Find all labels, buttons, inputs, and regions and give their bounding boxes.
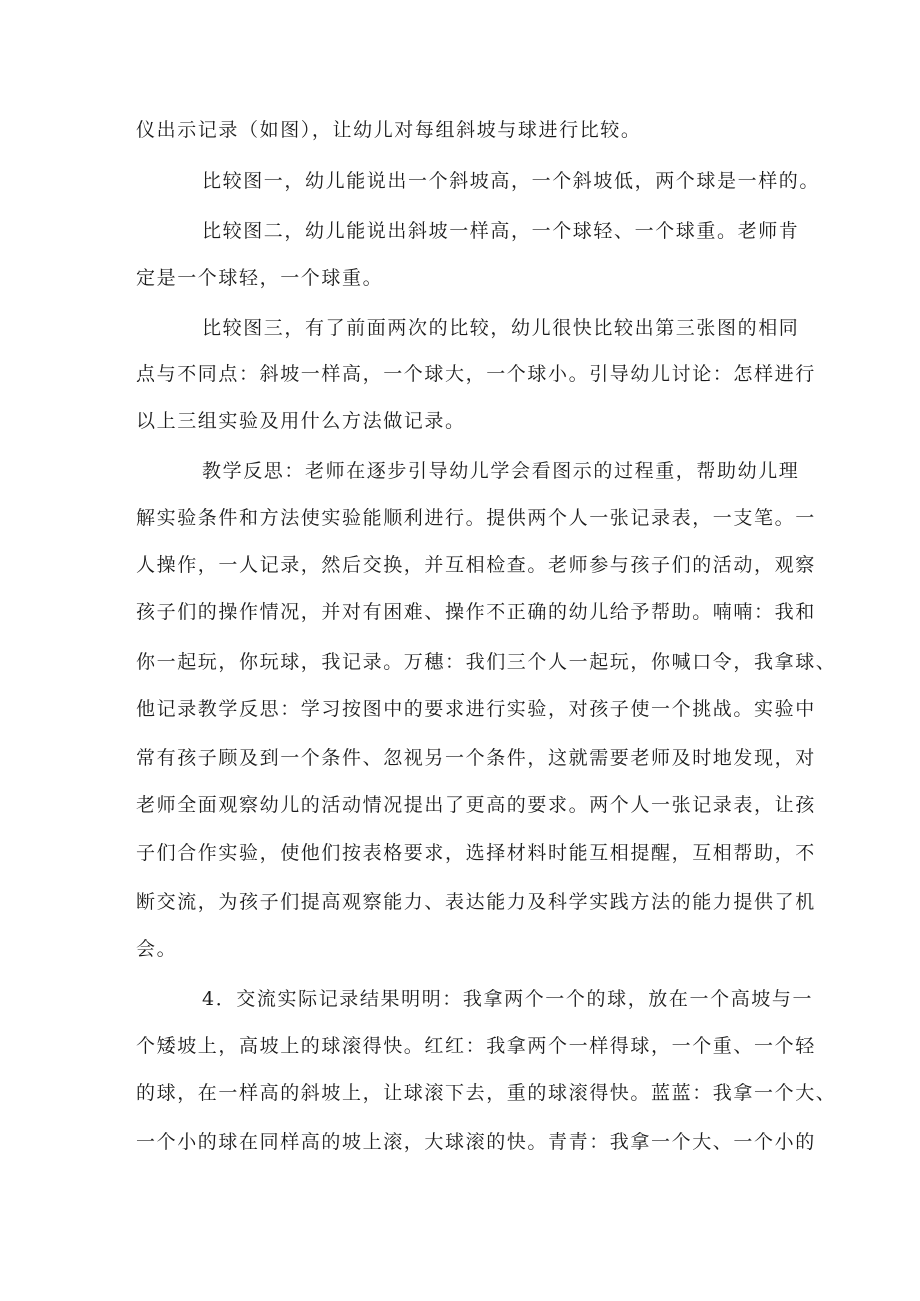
paragraph-line: 点与不同点：斜坡一样高，一个球大，一个球小。引导幼儿讨论：怎样进行 [136,363,816,385]
paragraph-line: 定是一个球轻，一个球重。 [136,267,384,289]
paragraph-line: 你一起玩，你玩球，我记录。万穗：我们三个人一起玩，你喊口令，我拿球、 [136,651,837,673]
paragraph-line: 教学反思：老师在逐步引导幼儿学会看图示的过程重，帮助幼儿理 [202,460,800,482]
paragraph-line: 他记录教学反思：学习按图中的要求进行实验，对孩子使一个挑战。实验中 [136,698,816,720]
paragraph-line: 断交流，为孩子们提高观察能力、表达能力及科学实践方法的能力提供了机 [136,891,816,913]
paragraph-line: 的球，在一样高的斜坡上，让球滚下去，重的球滚得快。蓝蓝：我拿一个大、 [136,1082,837,1104]
paragraph-line: 会。 [136,938,178,960]
paragraph-line: 个矮坡上，高坡上的球滚得快。红红：我拿两个一样得球，一个重、一个轻 [136,1035,816,1057]
paragraph-line: 人操作，一人记录，然后交换，并互相检查。老师参与孩子们的活动，观察 [136,554,816,576]
paragraph-line: 子们合作实验，使他们按表格要求，选择材料时能互相提醒，互相帮助，不 [136,842,816,864]
paragraph-line: 比较图一，幼儿能说出一个斜坡高，一个斜坡低，两个球是一样的。 [202,170,821,192]
paragraph-line: 比较图二，幼儿能说出斜坡一样高，一个球轻、一个球重。老师肯 [202,220,800,242]
paragraph-line: 以上三组实验及用什么方法做记录。 [136,410,466,432]
paragraph-line: 老师全面观察幼儿的活动情况提出了更高的要求。两个人一张记录表，让孩 [136,794,816,816]
paragraph-line: 一个小的球在同样高的坡上滚，大球滚的快。青青：我拿一个大、一个小的 [136,1131,816,1153]
paragraph-line: 4．交流实际记录结果明明：我拿两个一个的球，放在一个高坡与一 [202,988,814,1010]
paragraph-line: 孩子们的操作情况，并对有困难、操作不正确的幼儿给予帮助。喃喃：我和 [136,601,816,623]
paragraph-line: 解实验条件和方法使实验能顺利进行。提供两个人一张记录表，一支笔。一 [136,507,816,529]
paragraph-line: 仪出示记录（如图），让幼儿对每组斜坡与球进行比较。 [136,119,642,141]
paragraph-line: 比较图三，有了前面两次的比较，幼儿很快比较出第三张图的相同 [202,317,800,339]
paragraph-line: 常有孩子顾及到一个条件、忽视另一个条件，这就需要老师及时地发现，对 [136,747,816,769]
